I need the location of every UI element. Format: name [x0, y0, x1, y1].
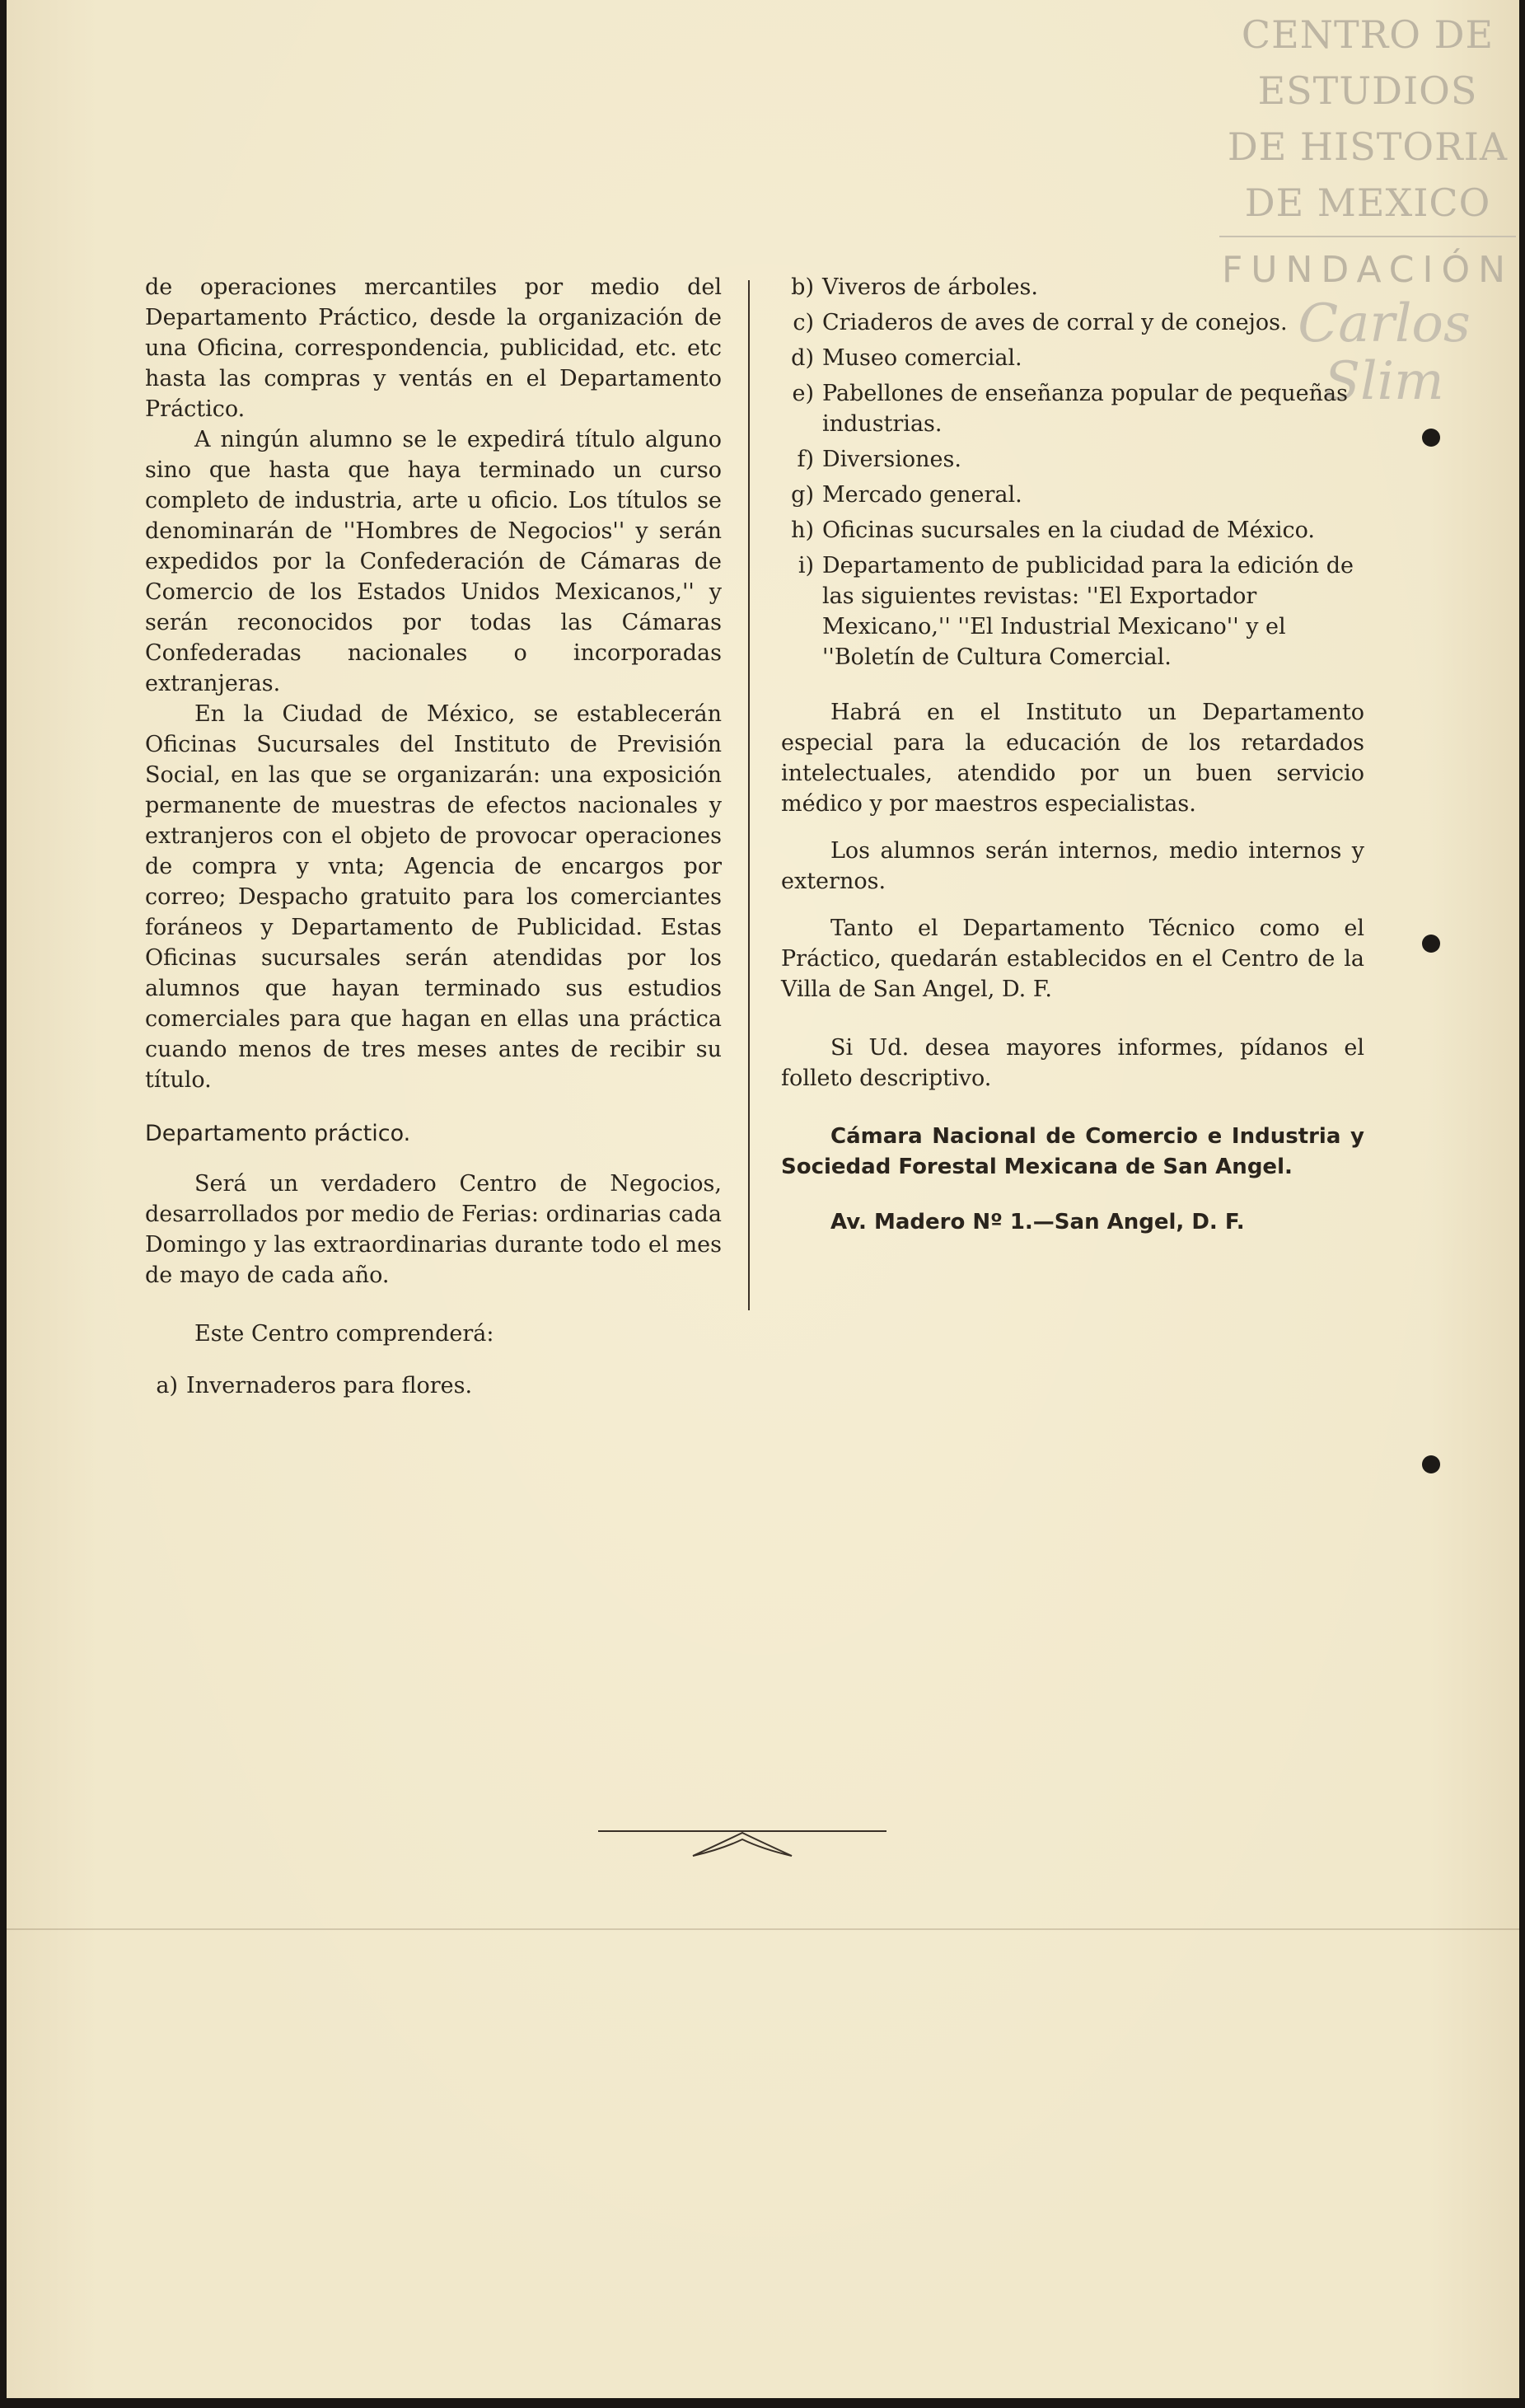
right-paragraph-2: Los alumnos serán internos, medio internos y externos.	[781, 838, 1364, 894]
watermark-line-2: ESTUDIOS	[1257, 68, 1478, 113]
signatory: Cámara Nacional de Comercio e Industria y Sociedad Forestal Mexicana de San Angel.	[781, 1124, 1364, 1179]
watermark-line-1: CENTRO DE	[1241, 12, 1495, 57]
left-paragraph-4: Será un verdadero Centro de Negocios, desarrollados por medio de Ferias: ordinarias cada Domingo y las extraordinarias durante todo el mes de mayo de cada año.	[145, 1171, 722, 1288]
list-marker: b)	[791, 274, 814, 300]
paper-fold-line	[7, 1928, 1519, 1930]
list-item	[781, 480, 1364, 510]
watermark-rule	[1219, 236, 1516, 237]
list-item	[781, 550, 1364, 672]
list-item	[145, 1370, 722, 1401]
left-text-column	[145, 272, 722, 1406]
list-item-text: Oficinas sucursales en la ciudad de México.	[822, 518, 1315, 543]
list-marker: c)	[793, 310, 814, 335]
list-item-text: Criaderos de aves de corral y de conejos.	[822, 310, 1288, 335]
list-item-text: Pabellones de enseñanza popular de pequeñas industrias.	[822, 381, 1349, 437]
watermark-signature: Carlos Slim	[1298, 293, 1471, 412]
left-list	[145, 1370, 722, 1401]
binder-hole	[1422, 935, 1440, 953]
list-marker: d)	[791, 345, 814, 371]
watermark-line-3: DE HISTORIA	[1227, 124, 1509, 169]
list-item	[781, 444, 1364, 475]
binder-hole	[1422, 1455, 1440, 1473]
binder-hole	[1422, 429, 1440, 447]
column-divider	[748, 280, 750, 1310]
watermark-line-4: DE MEXICO	[1244, 180, 1491, 225]
list-marker: e)	[792, 381, 814, 406]
list-marker: g)	[791, 482, 814, 508]
list-marker: f)	[797, 447, 814, 472]
list-item-text: Mercado general.	[822, 482, 1022, 508]
left-paragraph-1: de operaciones mercantiles por medio del Departamento Práctico, desde la organización de una Oficina, correspondencia, publicidad, etc. etc hasta las compras y ventás en el Departamento Práctico.	[145, 274, 722, 422]
right-list	[781, 272, 1364, 672]
list-item	[781, 515, 1364, 546]
list-marker: a)	[156, 1373, 178, 1398]
section-heading: Departamento práctico.	[145, 1121, 411, 1146]
left-paragraph-3: En la Ciudad de México, se establecerán Oficinas Sucursales del Instituto de Previsión Social, en las que se organizarán: una exposición permanente de muestras de efectos nacionales y extranjeros con el objeto de provocar operaciones de compra y vnta; Agencia de encargos por correo; Despacho gratuito para los comerciantes foráneos y Departamento de Publicidad. Estas Oficinas sucursales serán atendidas por los alumnos que hayan terminado sus estudios comerciales para que hagan en ellas una práctica cuando menos de tres meses antes de recibir su título.	[145, 701, 722, 1093]
left-paragraph-5: Este Centro comprenderá:	[194, 1321, 494, 1347]
list-item-text: Invernaderos para flores.	[186, 1373, 473, 1398]
right-paragraph-4: Si Ud. desea mayores informes, pídanos el folleto descriptivo.	[781, 1035, 1364, 1091]
list-item-text: Departamento de publicidad para la edición de las siguientes revistas: ''El Exportador Mexicano,'' ''El Industrial Mexicano'' y el ''Boletín de Cultura Comercial.	[822, 553, 1354, 670]
closing-ornament	[598, 1828, 886, 1861]
left-paragraph-2: A ningún alumno se le expedirá título alguno sino que hasta que haya terminado un curso completo de industria, arte u oficio. Los títulos se denominarán de ''Hombres de Negocios'' y serán expedidos por la Confederación de Cámaras de Comercio de los Estados Unidos Mexicanos,'' y serán reconocidos por todas las Cámaras Confederadas nacionales o incorporadas extranjeras.	[145, 427, 722, 696]
list-marker: i)	[798, 553, 814, 579]
right-text-column	[781, 272, 1364, 1238]
list-item-text: Diversiones.	[822, 447, 961, 472]
address: Av. Madero Nº 1.—San Angel, D. F.	[830, 1210, 1245, 1234]
right-paragraph-1: Habrá en el Instituto un Departamento especial para la educación de los retardados intelectuales, atendido por un buen servicio médico y por maestros especialistas.	[781, 700, 1364, 817]
list-item	[781, 378, 1364, 439]
watermark-foundation: FUNDACIÓN	[1221, 249, 1514, 291]
list-item-text: Museo comercial.	[822, 345, 1022, 371]
list-marker: h)	[791, 518, 814, 543]
list-item	[781, 272, 1364, 302]
list-item	[781, 343, 1364, 373]
list-item	[781, 307, 1364, 338]
ornament-flourish	[693, 1833, 792, 1856]
list-item-text: Viveros de árboles.	[822, 274, 1038, 300]
right-paragraph-3: Tanto el Departamento Técnico como el Práctico, quedarán establecidos en el Centro de la Villa de San Angel, D. F.	[781, 916, 1364, 1002]
